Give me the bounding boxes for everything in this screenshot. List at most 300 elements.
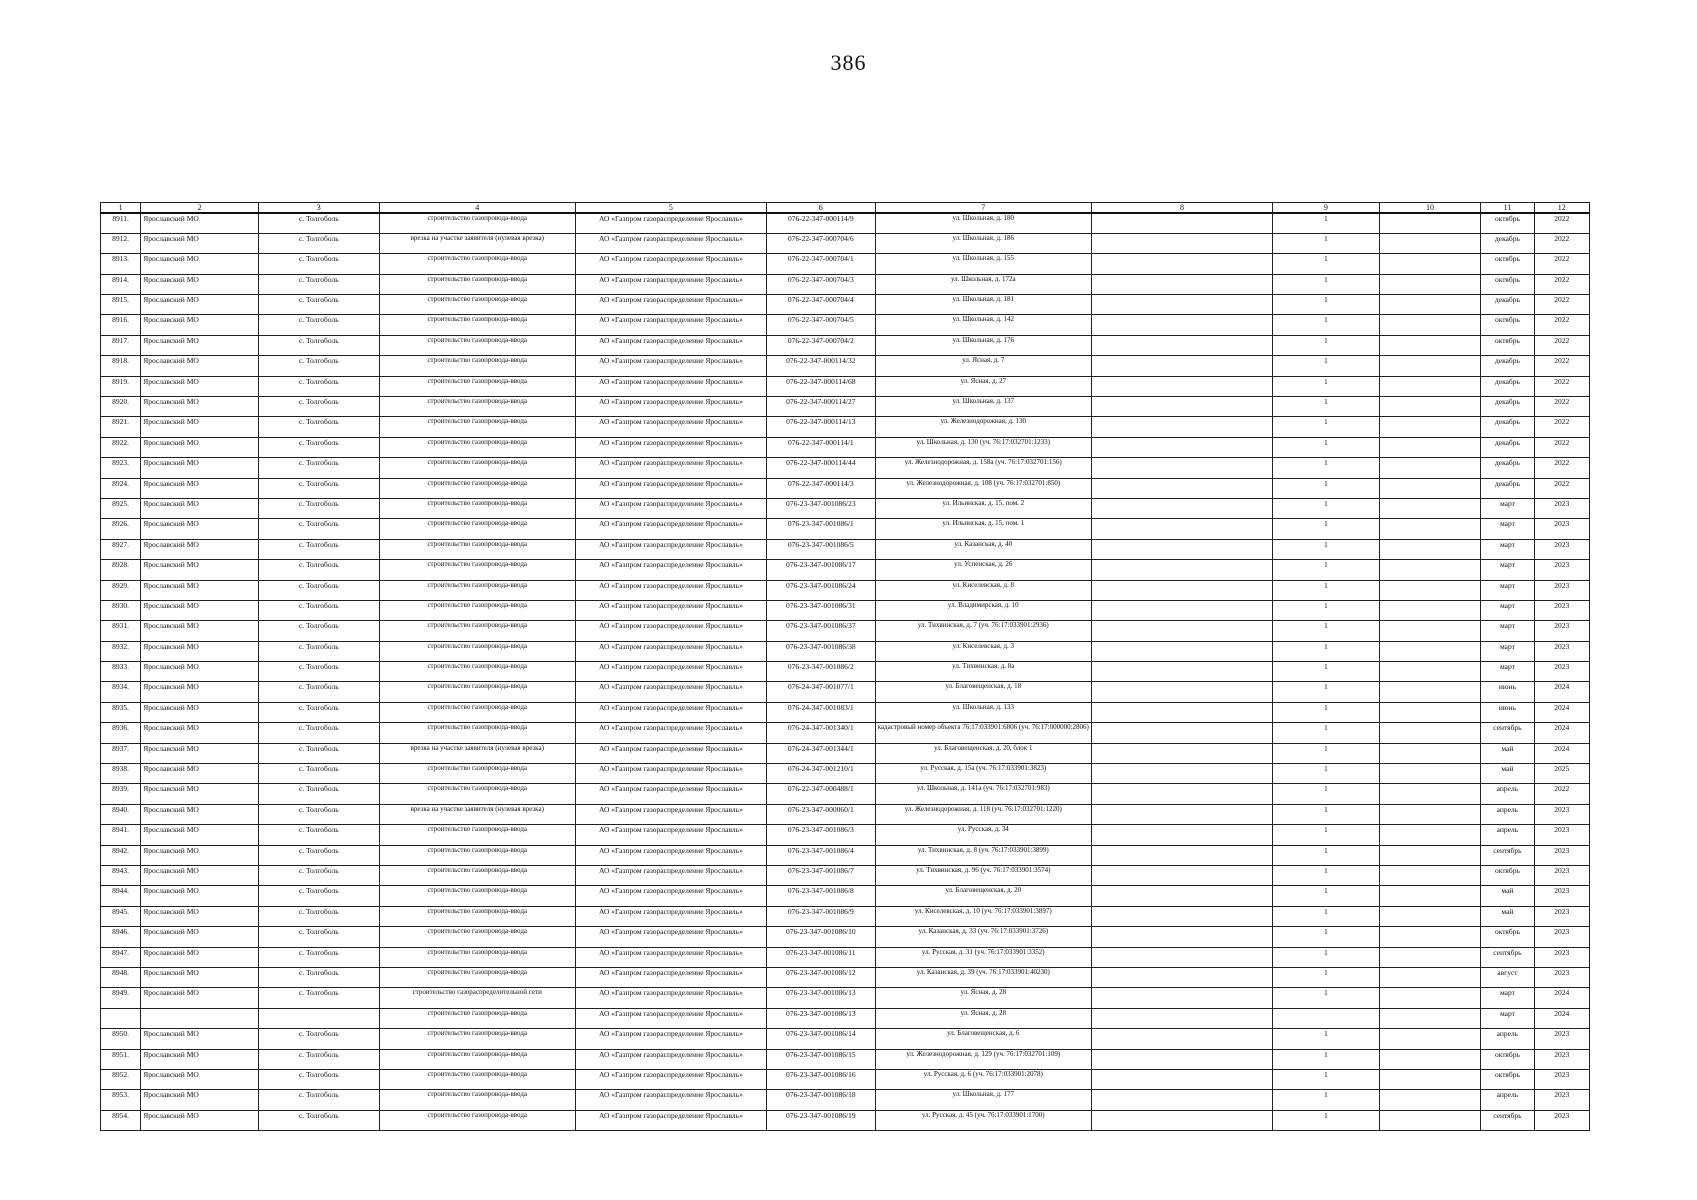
month-cell: май [1481,764,1534,784]
table-row [101,1049,1590,1069]
contract-number-cell: 076-23-347-001086/13 [766,1008,875,1028]
column-header: 2 [141,203,259,214]
address-cell: ул. Русская, д. 6 (уч. 76:17:033901:2078) [875,1069,1091,1089]
table-row [101,764,1590,784]
cell-8-cell [1091,825,1272,845]
row-number-cell [101,1008,141,1028]
organization-cell: АО «Газпром газораспределение Ярославль» [575,417,766,437]
work-type-cell: строительство газопровода-ввода [379,1090,575,1110]
organization-cell: АО «Газпром газораспределение Ярославль» [575,866,766,886]
organization-cell: АО «Газпром газораспределение Ярославль» [575,1110,766,1130]
year-cell: 2023 [1534,947,1589,967]
settlement-cell: с. Толгоболь [258,478,379,498]
organization-cell: АО «Газпром газораспределение Ярославль» [575,437,766,457]
table-row [101,967,1590,987]
cell-10-cell [1379,295,1481,315]
settlement-cell: с. Толгоболь [258,825,379,845]
year-cell: 2022 [1534,254,1589,274]
table-row [101,397,1590,417]
quantity-cell: 1 [1273,927,1380,947]
contract-number-cell: 076-23-347-001086/24 [766,580,875,600]
organization-cell: АО «Газпром газораспределение Ярославль» [575,213,766,233]
address-cell: ул. Благовещенская, д. 20, блок 1 [875,743,1091,763]
table-body [101,213,1590,1131]
row-number-cell: 8914. [101,274,141,294]
cell-10-cell [1379,1029,1481,1049]
year-cell: 2023 [1534,886,1589,906]
row-number-cell: 8935. [101,702,141,722]
column-header: 10 [1379,203,1481,214]
address-cell: ул. Русская, д. 34 [875,825,1091,845]
contract-number-cell: 076-22-347-000704/4 [766,295,875,315]
table-row [101,641,1590,661]
cell-8-cell [1091,1008,1272,1028]
cell-8-cell [1091,641,1272,661]
address-cell: ул. Ясная, д. 7 [875,356,1091,376]
municipality-cell: Ярославский МО [141,356,259,376]
quantity-cell: 1 [1273,764,1380,784]
contract-number-cell: 076-23-347-001086/4 [766,845,875,865]
cell-8-cell [1091,804,1272,824]
cell-10-cell [1379,600,1481,620]
quantity-cell: 1 [1273,539,1380,559]
cell-10-cell [1379,315,1481,335]
year-cell: 2023 [1534,641,1589,661]
year-cell: 2024 [1534,723,1589,743]
table-row [101,376,1590,396]
contract-number-cell: 076-23-347-001086/38 [766,641,875,661]
work-type-cell: строительство газопровода-ввода [379,356,575,376]
address-cell: ул. Школьная, д. 137 [875,397,1091,417]
year-cell: 2022 [1534,417,1589,437]
address-cell: ул. Русская, д. 45 (уч. 76:17:033901:1700) [875,1110,1091,1130]
contract-number-cell: 076-23-347-001086/2 [766,662,875,682]
table-row [101,254,1590,274]
work-type-cell: строительство газопровода-ввода [379,906,575,926]
row-number-cell: 8951. [101,1049,141,1069]
organization-cell: АО «Газпром газораспределение Ярославль» [575,397,766,417]
cell-8-cell [1091,397,1272,417]
settlement-cell: с. Толгоболь [258,335,379,355]
cell-8-cell [1091,417,1272,437]
address-cell: ул. Тихвинская, д. 8а [875,662,1091,682]
cell-8-cell [1091,906,1272,926]
address-cell: ул. Киселевская, д. 8 [875,580,1091,600]
address-cell: ул. Киселевская, д. 10 (уч. 76:17:033901:3897) [875,906,1091,926]
year-cell: 2023 [1534,1069,1589,1089]
settlement-cell: с. Толгоболь [258,886,379,906]
contract-number-cell: 076-24-347-001077/1 [766,682,875,702]
address-cell: ул. Русская, д. 15а (уч. 76:17:033901:3823) [875,764,1091,784]
month-cell: март [1481,580,1534,600]
cell-10-cell [1379,1008,1481,1028]
row-number-cell: 8912. [101,233,141,253]
row-number-cell: 8929. [101,580,141,600]
year-cell: 2022 [1534,315,1589,335]
row-number-cell: 8913. [101,254,141,274]
contract-number-cell: 076-23-347-001086/11 [766,947,875,967]
cell-8-cell [1091,723,1272,743]
address-cell: кадастровый номер объекта 76:17:033901:6806 (уч. 76:17:000000:2806) [875,723,1091,743]
year-cell: 2024 [1534,682,1589,702]
address-cell: ул. Школьная, д. 180 [875,213,1091,233]
organization-cell: АО «Газпром газораспределение Ярославль» [575,927,766,947]
cell-10-cell [1379,702,1481,722]
year-cell: 2022 [1534,784,1589,804]
organization-cell: АО «Газпром газораспределение Ярославль» [575,906,766,926]
contract-number-cell: 076-22-347-000114/13 [766,417,875,437]
cell-10-cell [1379,682,1481,702]
cell-8-cell [1091,233,1272,253]
organization-cell: АО «Газпром газораспределение Ярославль» [575,315,766,335]
municipality-cell: Ярославский МО [141,254,259,274]
municipality-cell: Ярославский МО [141,600,259,620]
municipality-cell: Ярославский МО [141,641,259,661]
table-row [101,519,1590,539]
municipality-cell: Ярославский МО [141,784,259,804]
contract-number-cell: 076-22-347-000114/68 [766,376,875,396]
year-cell: 2022 [1534,397,1589,417]
cell-10-cell [1379,866,1481,886]
cell-8-cell [1091,784,1272,804]
row-number-cell: 8918. [101,356,141,376]
quantity-cell: 1 [1273,356,1380,376]
column-header: 4 [379,203,575,214]
cell-10-cell [1379,743,1481,763]
cell-8-cell [1091,600,1272,620]
cell-10-cell [1379,804,1481,824]
row-number-cell: 8917. [101,335,141,355]
address-cell: ул. Казанская, д. 39 (уч. 76:17:033901:40230) [875,967,1091,987]
municipality-cell: Ярославский МО [141,213,259,233]
table-row [101,458,1590,478]
organization-cell: АО «Газпром газораспределение Ярославль» [575,1049,766,1069]
year-cell: 2024 [1534,988,1589,1008]
address-cell: ул. Школьная, д. 155 [875,254,1091,274]
row-number-cell: 8923. [101,458,141,478]
work-type-cell: строительство газопровода-ввода [379,825,575,845]
row-number-cell: 8940. [101,804,141,824]
month-cell: декабрь [1481,437,1534,457]
cell-10-cell [1379,437,1481,457]
contract-number-cell: 076-23-347-001086/31 [766,600,875,620]
work-type-cell: строительство газопровода-ввода [379,1049,575,1069]
work-type-cell: строительство газопровода-ввода [379,1029,575,1049]
address-cell: ул. Киселевская, д. 3 [875,641,1091,661]
column-header: 8 [1091,203,1272,214]
month-cell: декабрь [1481,417,1534,437]
organization-cell: АО «Газпром газораспределение Ярославль» [575,498,766,518]
row-number-cell: 8927. [101,539,141,559]
year-cell: 2024 [1534,743,1589,763]
municipality-cell: Ярославский МО [141,1110,259,1130]
cell-8-cell [1091,498,1272,518]
year-cell: 2023 [1534,1049,1589,1069]
cell-8-cell [1091,437,1272,457]
address-cell: ул. Школьная, д. 133 [875,702,1091,722]
year-cell: 2022 [1534,356,1589,376]
work-type-cell: строительство газопровода-ввода [379,1110,575,1130]
row-number-cell: 8915. [101,295,141,315]
quantity-cell: 1 [1273,621,1380,641]
quantity-cell: 1 [1273,804,1380,824]
month-cell: декабрь [1481,233,1534,253]
year-cell: 2023 [1534,967,1589,987]
municipality-cell: Ярославский МО [141,988,259,1008]
settlement-cell: с. Толгоболь [258,906,379,926]
work-type-cell: строительство газопровода-ввода [379,600,575,620]
month-cell: август [1481,967,1534,987]
row-number-cell: 8952. [101,1069,141,1089]
address-cell: ул. Школьная, д. 172а [875,274,1091,294]
organization-cell: АО «Газпром газораспределение Ярославль» [575,1090,766,1110]
month-cell: март [1481,519,1534,539]
organization-cell: АО «Газпром газораспределение Ярославль» [575,764,766,784]
year-cell: 2022 [1534,458,1589,478]
table-row [101,295,1590,315]
year-cell: 2023 [1534,1110,1589,1130]
row-number-cell: 8939. [101,784,141,804]
municipality-cell: Ярославский МО [141,967,259,987]
quantity-cell: 1 [1273,906,1380,926]
organization-cell: АО «Газпром газораспределение Ярославль» [575,967,766,987]
cell-8-cell [1091,988,1272,1008]
month-cell: март [1481,662,1534,682]
settlement-cell: с. Толгоболь [258,662,379,682]
settlement-cell: с. Толгоболь [258,947,379,967]
year-cell: 2022 [1534,274,1589,294]
cell-8-cell [1091,845,1272,865]
cell-10-cell [1379,274,1481,294]
cell-10-cell [1379,478,1481,498]
year-cell: 2023 [1534,927,1589,947]
settlement-cell: с. Толгоболь [258,723,379,743]
organization-cell: АО «Газпром газораспределение Ярославль» [575,600,766,620]
settlement-cell: с. Толгоболь [258,804,379,824]
row-number-cell: 8933. [101,662,141,682]
organization-cell: АО «Газпром газораспределение Ярославль» [575,1069,766,1089]
cell-10-cell [1379,906,1481,926]
table-row [101,274,1590,294]
work-type-cell: врезка на участке заявителя (нулевая врезка) [379,804,575,824]
table-row [101,335,1590,355]
work-type-cell: врезка на участке заявителя (нулевая врезка) [379,743,575,763]
month-cell: октябрь [1481,1069,1534,1089]
cell-10-cell [1379,1110,1481,1130]
work-type-cell: строительство газопровода-ввода [379,335,575,355]
row-number-cell: 8946. [101,927,141,947]
work-type-cell: строительство газопровода-ввода [379,295,575,315]
cell-10-cell [1379,498,1481,518]
month-cell: июнь [1481,682,1534,702]
quantity-cell: 1 [1273,315,1380,335]
cell-8-cell [1091,560,1272,580]
municipality-cell: Ярославский МО [141,723,259,743]
contract-number-cell: 076-22-347-000704/5 [766,315,875,335]
work-type-cell: строительство газопровода-ввода [379,213,575,233]
quantity-cell: 1 [1273,335,1380,355]
work-type-cell: строительство газопровода-ввода [379,927,575,947]
organization-cell: АО «Газпром газораспределение Ярославль» [575,274,766,294]
cell-8-cell [1091,315,1272,335]
address-cell: ул. Железнодорожная, д. 130 [875,417,1091,437]
contract-number-cell: 076-22-347-000488/1 [766,784,875,804]
settlement-cell: с. Толгоболь [258,927,379,947]
cell-10-cell [1379,233,1481,253]
quantity-cell: 1 [1273,458,1380,478]
contract-number-cell: 076-23-347-001086/13 [766,988,875,1008]
column-header: 6 [766,203,875,214]
table-row [101,417,1590,437]
quantity-cell: 1 [1273,1090,1380,1110]
quantity-cell [1273,1008,1380,1028]
address-cell: ул. Благовещенская, д. 18 [875,682,1091,702]
address-cell: ул. Благовещенская, д. 20 [875,886,1091,906]
quantity-cell: 1 [1273,988,1380,1008]
column-header: 3 [258,203,379,214]
cell-8-cell [1091,621,1272,641]
contract-number-cell: 076-23-347-000060/1 [766,804,875,824]
cell-10-cell [1379,662,1481,682]
table-row [101,233,1590,253]
row-number-cell: 8925. [101,498,141,518]
municipality-cell: Ярославский МО [141,539,259,559]
settlement-cell: с. Толгоболь [258,539,379,559]
year-cell: 2023 [1534,560,1589,580]
table-row [101,1008,1590,1028]
cell-10-cell [1379,845,1481,865]
year-cell: 2023 [1534,621,1589,641]
municipality-cell: Ярославский МО [141,478,259,498]
settlement-cell: с. Толгоболь [258,702,379,722]
work-type-cell: строительство газопровода-ввода [379,662,575,682]
organization-cell: АО «Газпром газораспределение Ярославль» [575,988,766,1008]
settlement-cell: с. Толгоболь [258,743,379,763]
row-number-cell: 8938. [101,764,141,784]
cell-10-cell [1379,417,1481,437]
cell-10-cell [1379,397,1481,417]
municipality-cell: Ярославский МО [141,335,259,355]
year-cell: 2023 [1534,662,1589,682]
municipality-cell: Ярославский МО [141,702,259,722]
year-cell: 2023 [1534,906,1589,926]
municipality-cell [141,1008,259,1028]
column-header: 5 [575,203,766,214]
quantity-cell: 1 [1273,295,1380,315]
quantity-cell: 1 [1273,478,1380,498]
settlement-cell: с. Толгоболь [258,1090,379,1110]
contract-number-cell: 076-22-347-000114/9 [766,213,875,233]
table-row [101,580,1590,600]
contract-number-cell: 076-23-347-001086/10 [766,927,875,947]
municipality-cell: Ярославский МО [141,764,259,784]
cell-8-cell [1091,254,1272,274]
organization-cell: АО «Газпром газораспределение Ярославль» [575,560,766,580]
month-cell: июнь [1481,702,1534,722]
settlement-cell: с. Толгоболь [258,682,379,702]
municipality-cell: Ярославский МО [141,1029,259,1049]
table-row [101,784,1590,804]
table-row [101,988,1590,1008]
quantity-cell: 1 [1273,662,1380,682]
work-type-cell: строительство газопровода-ввода [379,417,575,437]
work-type-cell: строительство газопровода-ввода [379,723,575,743]
quantity-cell: 1 [1273,886,1380,906]
contract-number-cell: 076-22-347-000704/2 [766,335,875,355]
contract-number-cell: 076-23-347-001086/17 [766,560,875,580]
organization-cell: АО «Газпром газораспределение Ярославль» [575,825,766,845]
municipality-cell: Ярославский МО [141,315,259,335]
organization-cell: АО «Газпром газораспределение Ярославль» [575,641,766,661]
settlement-cell: с. Толгоболь [258,988,379,1008]
cell-8-cell [1091,662,1272,682]
month-cell: март [1481,560,1534,580]
quantity-cell: 1 [1273,1069,1380,1089]
cell-10-cell [1379,967,1481,987]
organization-cell: АО «Газпром газораспределение Ярославль» [575,295,766,315]
column-header: 12 [1534,203,1589,214]
quantity-cell: 1 [1273,498,1380,518]
organization-cell: АО «Газпром газораспределение Ярославль» [575,1029,766,1049]
municipality-cell: Ярославский МО [141,682,259,702]
settlement-cell: с. Толгоболь [258,458,379,478]
municipality-cell: Ярославский МО [141,804,259,824]
year-cell: 2023 [1534,498,1589,518]
cell-8-cell [1091,519,1272,539]
municipality-cell: Ярославский МО [141,295,259,315]
contract-number-cell: 076-22-347-000704/3 [766,274,875,294]
month-cell: март [1481,621,1534,641]
settlement-cell [258,1008,379,1028]
address-cell: ул. Железнодорожная, д. 118 (уч. 76:17:032701:1220) [875,804,1091,824]
cell-8-cell [1091,682,1272,702]
municipality-cell: Ярославский МО [141,437,259,457]
month-cell: декабрь [1481,458,1534,478]
organization-cell: АО «Газпром газораспределение Ярославль» [575,702,766,722]
row-number-cell: 8936. [101,723,141,743]
settlement-cell: с. Толгоболь [258,233,379,253]
cell-8-cell [1091,376,1272,396]
cell-10-cell [1379,825,1481,845]
table-row [101,723,1590,743]
contract-number-cell: 076-22-347-000114/3 [766,478,875,498]
month-cell: март [1481,600,1534,620]
cell-8-cell [1091,478,1272,498]
contract-number-cell: 076-23-347-001086/3 [766,825,875,845]
organization-cell: АО «Газпром газораспределение Ярославль» [575,804,766,824]
month-cell: декабрь [1481,397,1534,417]
row-number-cell: 8947. [101,947,141,967]
organization-cell: АО «Газпром газораспределение Ярославль» [575,784,766,804]
contract-number-cell: 076-23-347-001086/14 [766,1029,875,1049]
address-cell: ул. Школьная, д. 142 [875,315,1091,335]
settlement-cell: с. Толгоболь [258,437,379,457]
contract-number-cell: 076-23-347-001086/23 [766,498,875,518]
cell-10-cell [1379,356,1481,376]
cell-10-cell [1379,213,1481,233]
table-row [101,927,1590,947]
municipality-cell: Ярославский МО [141,825,259,845]
quantity-cell: 1 [1273,397,1380,417]
cell-8-cell [1091,295,1272,315]
cell-8-cell [1091,335,1272,355]
contract-number-cell: 076-24-347-001344/1 [766,743,875,763]
month-cell: октябрь [1481,213,1534,233]
address-cell: ул. Железнодорожная, д. 108 (уч. 76:17:032701:850) [875,478,1091,498]
year-cell: 2023 [1534,804,1589,824]
municipality-cell: Ярославский МО [141,1049,259,1069]
cell-8-cell [1091,866,1272,886]
